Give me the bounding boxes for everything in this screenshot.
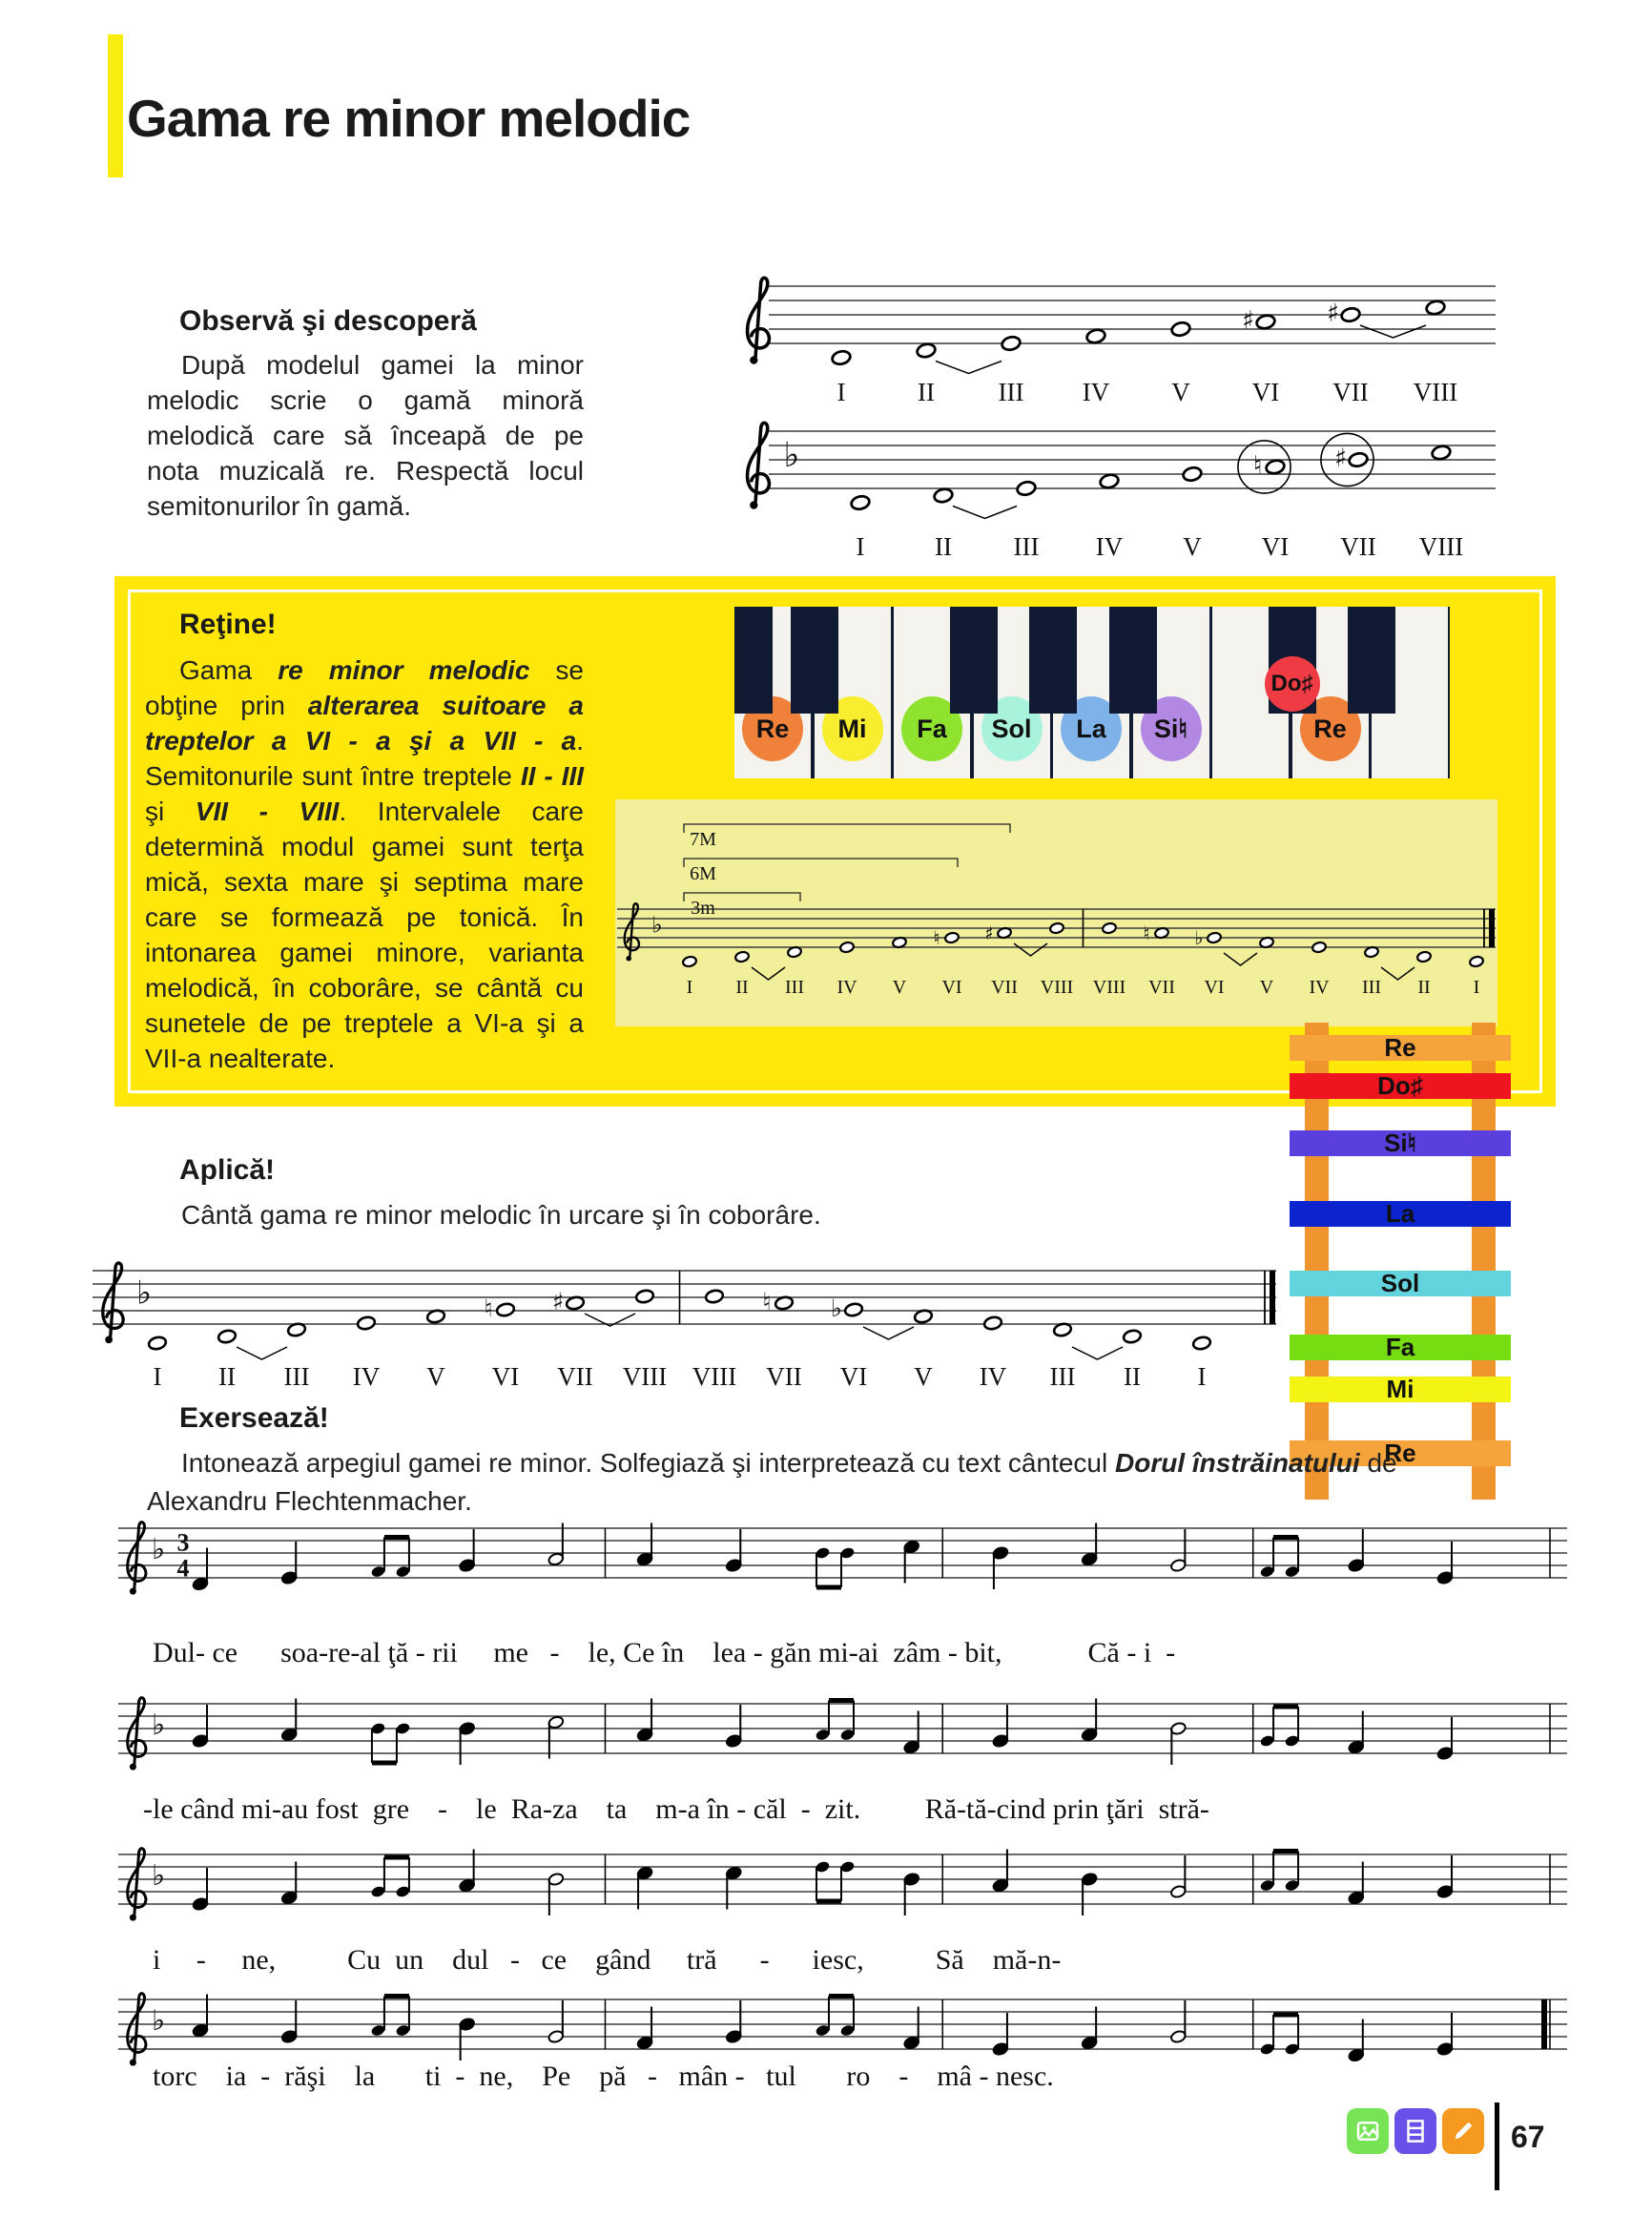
song-lyrics-2: -le când mi-au fost gre - le Ra-za ta m-a în - căl - zit. Ră-tă-cind prin ţări stră- (143, 1793, 1209, 1825)
note-label: Re (742, 696, 803, 761)
scale-degree-numeral: VIII (1418, 532, 1464, 561)
scale-degree-numeral: I (856, 532, 865, 561)
scale-degree-numeral: VII (766, 1362, 802, 1391)
staff-svg (95, 1685, 1569, 1780)
aplica-body: Cântă gama re minor melodic în urcare şi în coborâre. (181, 1200, 821, 1230)
text-segment: II - III (520, 761, 584, 791)
staff-svg (734, 404, 1497, 563)
scale-degree-numeral: VII (991, 977, 1018, 998)
song-staff-2 (95, 1685, 1569, 1785)
svg-text:♭: ♭ (136, 1274, 152, 1312)
scale-degree-numeral: I (1197, 1362, 1207, 1391)
observa-body: După modelul gamei la minor melodic scrie o gamă minoră melodică care să înceapă de pe nota muzicală re. Respectă locul semitonurilor în gamă. (147, 350, 584, 521)
treble-clef-icon (128, 1849, 146, 1921)
svg-text:♭: ♭ (651, 911, 663, 939)
scale-degree-numeral: IV (836, 977, 857, 998)
staff-svg (95, 1509, 1569, 1605)
scale-degree-numeral: VII (1148, 977, 1175, 998)
scale-degree-numeral: VII (1340, 532, 1376, 561)
song-staff-1 (95, 1509, 1569, 1609)
text-segment: . Semitonurile sunt între treptele (145, 726, 584, 791)
note-label: La (1061, 696, 1122, 761)
scale-degree-numeral: I (1473, 977, 1480, 998)
text-segment: VII - VIII (195, 797, 340, 826)
scale-degree-numeral: VI (839, 1362, 868, 1391)
ladder-rung: Do♯ (1290, 1073, 1511, 1099)
note-label: Si♮ (1141, 696, 1202, 761)
svg-text:♯: ♯ (984, 922, 994, 944)
staff-svg (95, 1835, 1569, 1931)
scale-degree-numeral: IV (1095, 532, 1124, 561)
treble-clef-icon (128, 1522, 146, 1595)
treble-clef-icon (748, 423, 770, 508)
scale-degree-numeral: VI (491, 1362, 520, 1391)
scale-degree-numeral: III (283, 1362, 310, 1391)
svg-text:♮: ♮ (762, 1288, 772, 1315)
scale-degree-numeral: V (1259, 977, 1274, 998)
page-number: 67 (1511, 2120, 1545, 2154)
ladder-rung: Sol (1290, 1271, 1511, 1296)
scale-degree-numeral: III (1362, 977, 1381, 998)
scale-degree-numeral: I (686, 977, 693, 998)
image-icon-button[interactable] (1347, 2108, 1389, 2154)
staff-re-minor (734, 404, 1497, 568)
note-label: Do♯ (1265, 656, 1320, 712)
svg-text:3: 3 (176, 1528, 190, 1557)
black-key (734, 607, 773, 714)
scale-degree-numeral: II (935, 532, 952, 561)
scale-degree-numeral: VI (941, 977, 962, 998)
black-key (791, 607, 838, 714)
aplica-heading: Aplică! (179, 1154, 276, 1186)
text-segment: Intonează arpegiul gamei re minor. Solfegiază şi interpretează cu text cântecul (181, 1448, 1116, 1478)
svg-text:♯: ♯ (1327, 299, 1339, 328)
svg-text:♮: ♮ (1252, 450, 1263, 481)
scale-degree-numeral: VI (1204, 977, 1225, 998)
scale-degree-numeral: II (1417, 977, 1431, 998)
scale-degree-numeral: VI (1261, 532, 1290, 561)
film-icon (1401, 2117, 1430, 2145)
scale-degree-numeral: I (836, 378, 846, 406)
text-segment: re minor melodic (278, 655, 530, 685)
pencil-icon (1449, 2117, 1477, 2145)
svg-text:♭: ♭ (151, 1858, 166, 1893)
svg-text:7M: 7M (690, 829, 716, 850)
treble-clef-icon (128, 1698, 146, 1771)
scale-degree-numeral: VII (1332, 378, 1369, 406)
scale-degree-numeral: III (998, 378, 1024, 406)
note-label: Mi (822, 696, 883, 761)
svg-text:♯: ♯ (1334, 444, 1347, 473)
svg-text:♯: ♯ (1242, 305, 1254, 336)
note-label: Fa (901, 696, 962, 761)
ladder-rung: Mi (1290, 1377, 1511, 1402)
svg-text:♮: ♮ (484, 1294, 493, 1322)
interval-panel (615, 799, 1497, 1026)
ladder-rung: Si♮ (1290, 1130, 1511, 1156)
scale-degree-numeral: VIII (1040, 977, 1074, 998)
ladder-rung: Re (1290, 1035, 1511, 1061)
image-icon (1353, 2117, 1382, 2145)
black-key (1269, 607, 1316, 714)
aplica-staff (91, 1248, 1278, 1398)
svg-text:♭: ♭ (831, 1294, 842, 1322)
scale-degree-numeral: V (426, 1362, 445, 1391)
svg-text:♮: ♮ (933, 927, 940, 949)
staff-svg (734, 256, 1497, 408)
scale-degree-numeral: III (785, 977, 804, 998)
black-key (1029, 607, 1077, 714)
song-lyrics-3: i - ne, Cu un dul - ce gând tră - iesc, Să mă-n- (153, 1944, 1062, 1976)
song-staff-3 (95, 1835, 1569, 1936)
text-segment: se obţine prin (145, 655, 584, 720)
retine-heading: Reţine! (179, 609, 277, 640)
scale-degree-numeral: III (1049, 1362, 1076, 1391)
staff-svg (615, 799, 1497, 1026)
scale-degree-numeral: V (1183, 532, 1202, 561)
text-segment: . Intervalele care determină modul gamei sunt terţa mică, sexta mare şi septima mare care se formează pe tonică. În intonarea gamei minore, varianta melodică, în coborâre, se cântă cu sunetele de pe treptele a VI-a şi a VII-a nealterate. (145, 797, 585, 1073)
scale-degree-numeral: VI (1251, 378, 1280, 406)
scale-degree-numeral: IV (1309, 977, 1330, 998)
treble-clef-icon (128, 1994, 146, 2066)
staff-la-minor (734, 256, 1497, 413)
ladder-rung: Re (1290, 1440, 1511, 1466)
observa-heading: Observă şi descoperă (179, 305, 477, 337)
scale-degree-numeral: II (918, 378, 935, 406)
scale-degree-numeral: V (892, 977, 907, 998)
scale-degree-numeral: IV (1082, 378, 1110, 406)
scale-degree-numeral: I (153, 1362, 162, 1391)
scale-degree-numeral: IV (979, 1362, 1007, 1391)
svg-text:4: 4 (176, 1554, 190, 1583)
film-icon-button[interactable] (1394, 2108, 1436, 2154)
text-segment: de Alexandru Flechtenmacher. (147, 1448, 1397, 1516)
svg-text:♮: ♮ (1143, 922, 1150, 944)
piano-keyboard (734, 607, 1450, 778)
black-key (1348, 607, 1395, 714)
svg-text:♭: ♭ (151, 1532, 166, 1566)
page-title: Gama re minor melodic (127, 89, 691, 148)
svg-text:3m: 3m (691, 898, 715, 919)
svg-text:♭: ♭ (151, 1708, 166, 1742)
svg-text:6M: 6M (690, 863, 716, 884)
text-segment: Dorul înstrăinatului (1115, 1448, 1360, 1478)
scale-degree-numeral: IV (352, 1362, 381, 1391)
note-label: Sol (981, 696, 1043, 761)
scale-degree-numeral: VIII (1092, 977, 1126, 998)
scale-degree-numeral: V (1171, 378, 1190, 406)
scale-degree-numeral: III (1013, 532, 1040, 561)
scale-degree-numeral: VII (557, 1362, 593, 1391)
text-segment: Gama (179, 655, 279, 685)
song-lyrics-1: Dul- ce soa-re-al ţă - rii me - le, Ce în lea - găn mi-ai zâm - bit, Că - i - (153, 1637, 1176, 1668)
pencil-icon-button[interactable] (1442, 2108, 1484, 2154)
song-lyrics-4: torc ia - răşi la ti - ne, Pe pă - mân - tul ro - mâ - nesc. (153, 2061, 1054, 2092)
black-key (1109, 607, 1157, 714)
text-segment: şi (145, 797, 196, 826)
text-segment: alterarea suitoare a treptelor a VI - a şi a VII - a (145, 691, 584, 756)
scale-degree-numeral: II (218, 1362, 236, 1391)
scale-degree-numeral: II (1124, 1362, 1141, 1391)
svg-text:♭: ♭ (783, 435, 800, 475)
interval-staff (615, 799, 1497, 1031)
svg-text:♯: ♯ (551, 1288, 565, 1315)
exerseaza-heading: Exersează! (179, 1402, 329, 1434)
scale-degree-numeral: VIII (622, 1362, 668, 1391)
scale-degree-numeral: VIII (1413, 378, 1458, 406)
scale-degree-numeral: V (914, 1362, 933, 1391)
staff-svg (91, 1248, 1278, 1393)
scale-degree-numeral: II (735, 977, 749, 998)
black-key (950, 607, 998, 714)
ladder-rung: La (1290, 1201, 1511, 1227)
footer-icon-group (1347, 2108, 1484, 2154)
treble-clef-icon (103, 1263, 123, 1343)
svg-text:♭: ♭ (1194, 927, 1204, 949)
ladder-rung: Fa (1290, 1335, 1511, 1360)
accent-bar (108, 34, 123, 177)
svg-text:♭: ♭ (151, 2003, 166, 2038)
page-number-bar (1495, 2102, 1499, 2190)
treble-clef-icon (748, 278, 770, 363)
note-label: Re (1300, 696, 1361, 761)
retine-body (145, 652, 584, 1076)
scale-degree-numeral: VIII (692, 1362, 737, 1391)
treble-clef-icon (625, 903, 639, 961)
